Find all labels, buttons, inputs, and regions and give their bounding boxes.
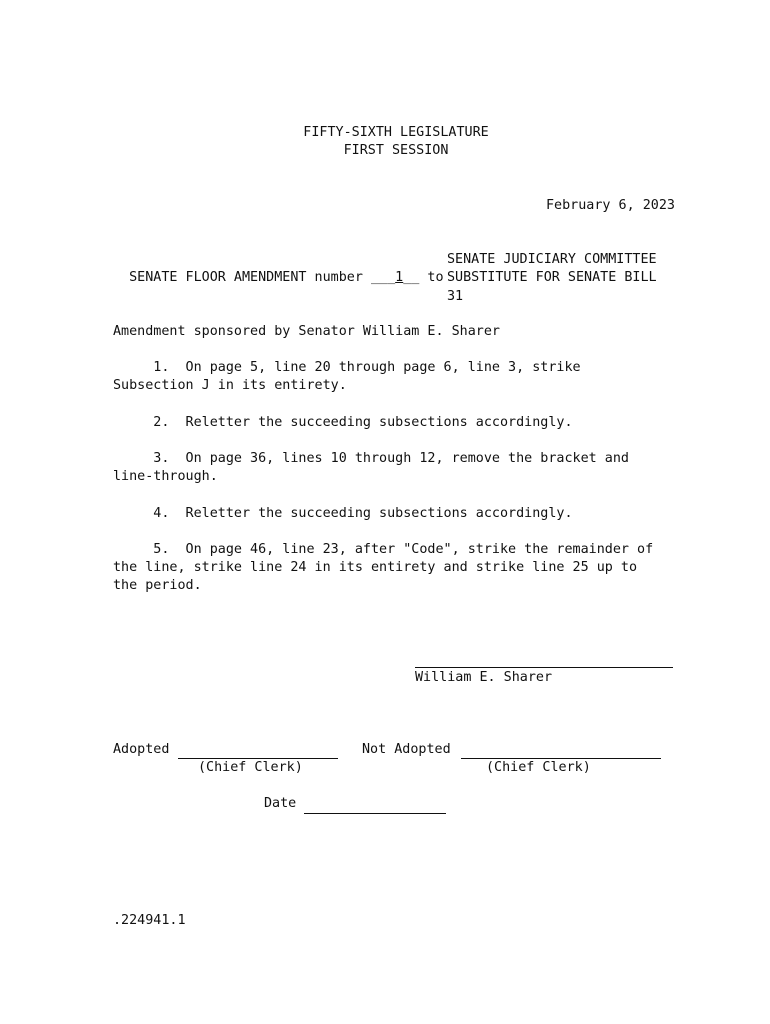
amendment-target-line-1: SENATE JUDICIARY COMMITTEE [447,252,657,267]
amendment-target-line-3: 31 [447,289,464,304]
item-2-line-1: 2. Reletter the succeeding subsections accordingly. [113,415,573,430]
amendment-number-blank-pre: ___ [370,270,396,285]
date-label: Date [264,796,297,811]
amendment-title [113,251,444,287]
item-4-line-1: 4. Reletter the succeeding subsections accordingly. [113,506,573,521]
item-1-line-1: 1. On page 5, line 20 through page 6, line 3, strike [113,360,581,375]
session-heading: FIRST SESSION [343,143,449,158]
not-adopted-label: Not Adopted [362,742,451,757]
signature-line [415,667,673,668]
item-1-line-2: Subsection J in its entirety. [113,378,347,393]
document-date: February 6, 2023 [546,198,675,213]
amendment-prefix: SENATE FLOOR AMENDMENT number [129,270,363,285]
item-3-line-2: line-through. [113,469,218,484]
item-3-line-1: 3. On page 36, lines 10 through 12, remove the bracket and [113,451,629,466]
item-5-line-3: the period. [113,578,202,593]
sponsor-line: Amendment sponsored by Senator William E. Sharer [113,324,500,339]
document-id: .224941.1 [113,913,186,928]
amendment-number: 1 [395,270,404,285]
amendment-target-line-2: SUBSTITUTE FOR SENATE BILL [447,270,657,285]
item-5-line-1: 5. On page 46, line 23, after "Code", strike the remainder of [113,542,654,557]
date-signature-line [304,813,446,814]
signature-name: William E. Sharer [415,670,553,685]
item-5-line-2: the line, strike line 24 in its entirety and strike line 25 up to [113,560,638,575]
adopted-chief-clerk: (Chief Clerk) [198,760,303,775]
legislature-heading: FIFTY-SIXTH LEGISLATURE [303,125,489,140]
amendment-number-blank-post: __ [403,270,420,285]
amendment-to: to [427,270,444,285]
adopted-label: Adopted [113,742,170,757]
not-adopted-chief-clerk: (Chief Clerk) [486,760,591,775]
